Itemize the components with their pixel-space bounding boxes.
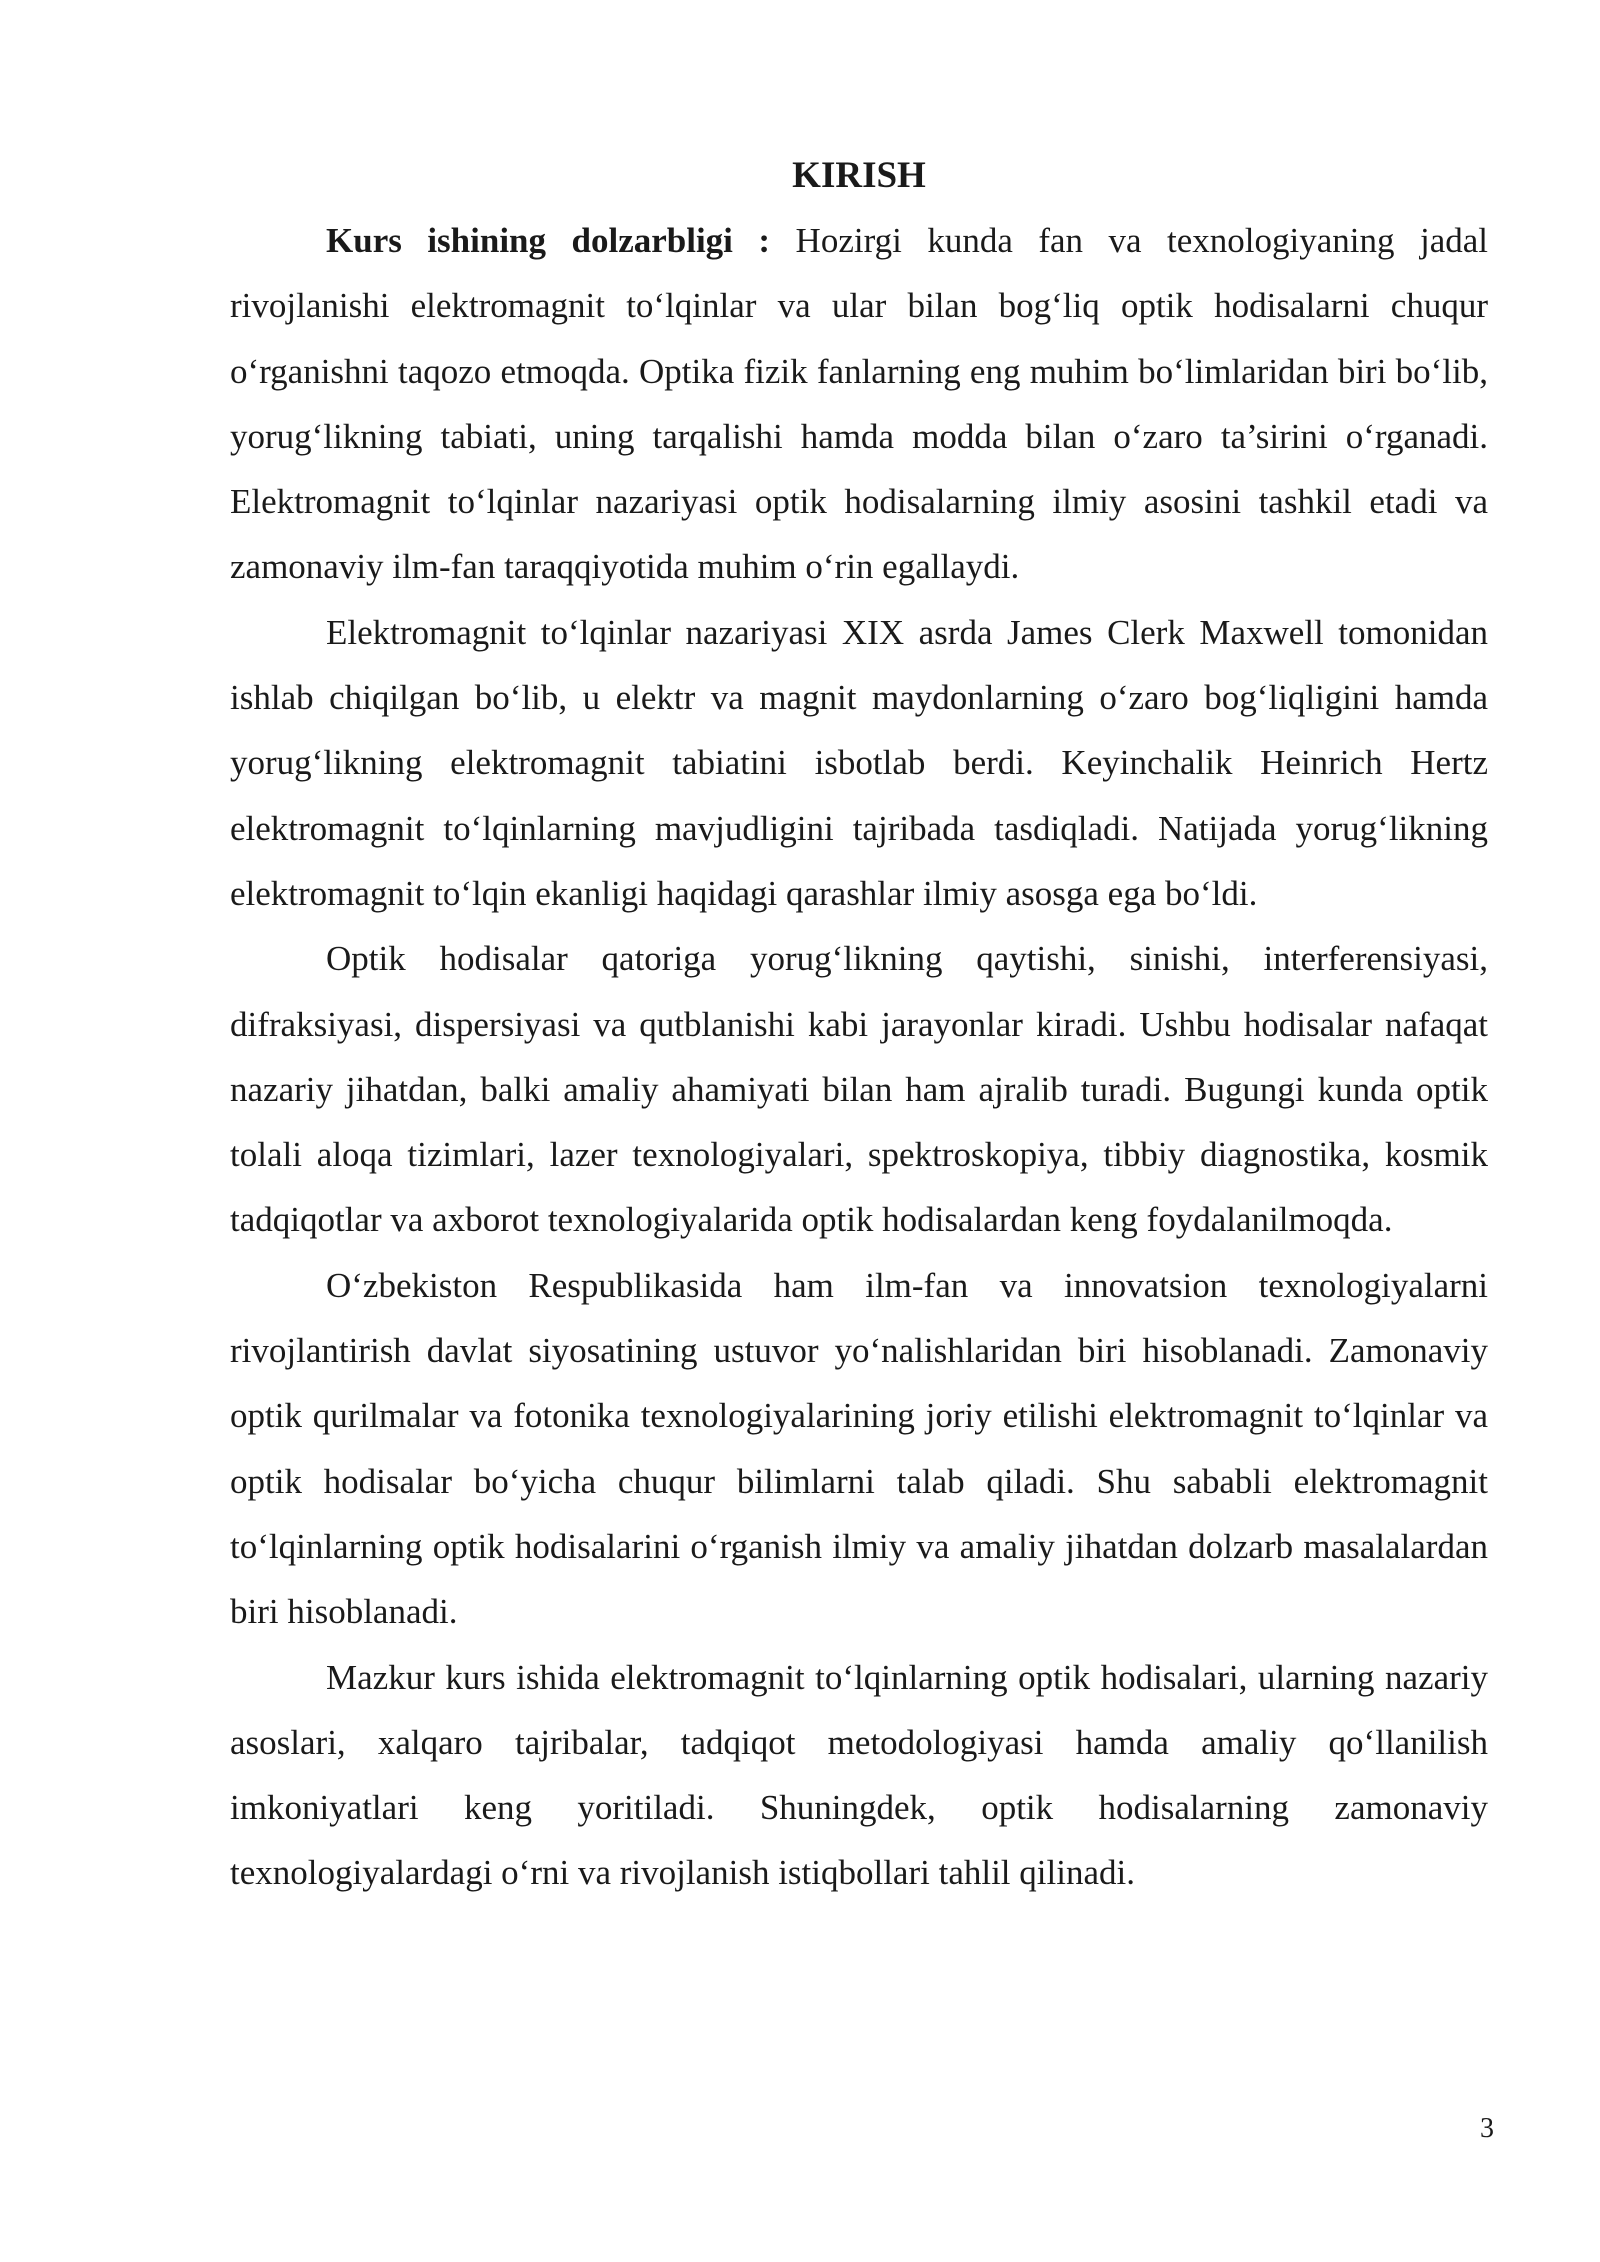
paragraph-maxwell xyxy=(230,600,1488,926)
paragraph-course-scope xyxy=(230,1645,1488,1906)
section-heading: KIRISH xyxy=(792,155,926,196)
paragraph-text: Mazkur kurs ishida elektromagnit to‘lqinlarning optik hodisalari, ularning nazariy asoslari, xalqaro tajribalar, tadqiqot metodologiyasi hamda amaliy qo‘llanilish imkoniyatlari keng yoritiladi. Shuningdek, optik hodisalarning zamonaviy texnologiyalardagi o‘rni va rivojlanish istiqbollari tahlil qilinadi. xyxy=(230,1657,1488,1893)
paragraph-lead: Kurs ishining dolzarbligi : xyxy=(326,221,771,260)
paragraph-uzbekistan xyxy=(230,1253,1488,1645)
paragraph-optical-phenomena xyxy=(230,926,1488,1252)
paragraph-text: Hozirgi kunda fan va texnologiyaning jadal rivojlanishi elektromagnit to‘lqinlar va ular bilan bog‘liq optik hodisalarni chuqur o‘rganishni taqozo etmoqda. Optika fizik fanlarning eng muhim bo‘limlaridan biri bo‘lib, yorug‘likning tabiati, uning tarqalishi hamda modda bilan o‘zaro ta’sirini o‘rganadi. Elektromagnit to‘lqinlar nazariyasi optik hodisalarning ilmiy asosini tashkil etadi va zamonaviy ilm-fan taraqqiyotida muhim o‘rin egallaydi. xyxy=(230,221,1489,587)
paragraph-text: Elektromagnit to‘lqinlar nazariyasi XIX asrda James Clerk Maxwell tomonidan ishlab chiqilgan bo‘lib, u elektr va magnit maydonlarning o‘zaro bog‘liqligini hamda yorug‘likning elektromagnit tabiatini isbotlab berdi. Keyinchalik Heinrich Hertz elektromagnit to‘lqinlarning mavjudligini tajribada tasdiqladi. Natijada yorug‘likning elektromagnit to‘lqin ekanligi haqidagi qarashlar ilmiy asosga ega bo‘ldi. xyxy=(230,612,1488,913)
page-number: 3 xyxy=(1480,2113,1494,2144)
paragraph-text: Optik hodisalar qatoriga yorug‘likning qaytishi, sinishi, interferensiyasi, difraksiyasi, dispersiyasi va qutblanishi kabi jarayonlar kiradi. Ushbu hodisalar nafaqat nazariy jihatdan, balki amaliy ahamiyati bilan ham ajralib turadi. Bugungi kunda optik tolali aloqa tizimlari, lazer texnologiyalari, spektroskopiya, tibbiy diagnostika, kosmik tadqiqotlar va axborot texnologiyalarida optik hodisalardan keng foydalanilmoqda. xyxy=(230,939,1488,1240)
page-content xyxy=(230,148,1488,1906)
paragraph-text: O‘zbekiston Respublikasida ham ilm-fan va innovatsion texnologiyalarni rivojlantirish davlat siyosatining ustuvor yo‘nalishlaridan biri hisoblanadi. Zamonaviy optik qurilmalar va fotonika texnologiyalarining joriy etilishi elektromagnit to‘lqinlar va optik hodisalar bo‘yicha chuqur bilimlarni talab qiladi. Shu sababli elektromagnit to‘lqinlarning optik hodisalarini o‘rganish ilmiy va amaliy jihatdan dolzarb masalalardan biri hisoblanadi. xyxy=(230,1265,1488,1632)
paragraph-relevance xyxy=(230,208,1488,600)
